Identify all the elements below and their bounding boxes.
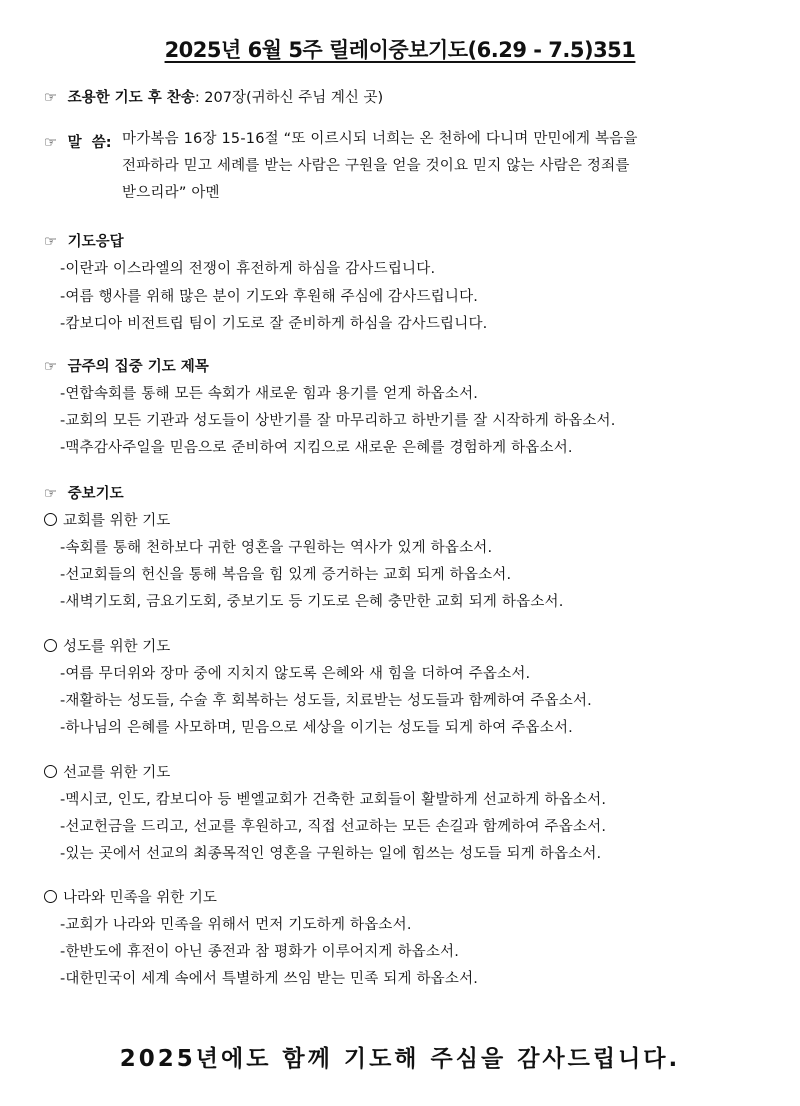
list-item: -재활하는 성도들, 수술 후 회복하는 성도들, 치료받는 성도들과 함께하여 주옵소서. — [60, 693, 592, 709]
hymn-label: 조용한 기도 후 찬송 — [67, 90, 195, 106]
hymn-value: : 207장(귀하신 주님 계신 곳) — [194, 90, 384, 106]
list-item: -여름 행사를 위해 많은 분이 기도와 후원해 주심에 감사드립니다. — [60, 289, 479, 305]
circle-bullet-icon — [44, 639, 57, 652]
list-item: -연합속회를 통해 모든 속회가 새로운 힘과 용기를 얻게 하옵소서. — [60, 386, 479, 402]
word-label: 말 씀 — [67, 135, 106, 151]
circle-bullet-icon — [44, 513, 57, 526]
scripture-text — [122, 126, 762, 207]
nation-prayer-heading: 나라와 민족을 위한 기도 — [44, 886, 217, 907]
answers-header — [44, 230, 124, 251]
list-item: -하나님의 은혜를 사모하며, 믿음으로 세상을 이기는 성도들 되게 하여 주옵소서. — [60, 720, 573, 736]
focus-title: 금주의 집중 기도 제목 — [67, 359, 209, 375]
saints-prayer-heading: 성도를 위한 기도 — [44, 635, 170, 656]
scripture-line: 마가복음 16장 15-16절 “또 이르시되 너희는 온 천하에 다니며 만민에게 복음을 — [122, 131, 638, 147]
intercession-title: 중보기도 — [67, 486, 124, 502]
list-item: -속회를 통해 천하보다 귀한 영혼을 구원하는 역사가 있게 하옵소서. — [60, 540, 493, 556]
list-item: -이란과 이스라엘의 전쟁이 휴전하게 하심을 감사드립니다. — [60, 261, 436, 277]
list-item: -한반도에 휴전이 아닌 종전과 참 평화가 이루어지게 하옵소서. — [60, 944, 460, 960]
scripture-line: 받으리라” 아멘 — [122, 185, 220, 201]
pointing-hand-icon: ☞ — [44, 135, 57, 151]
list-item: -맥추감사주일을 믿음으로 준비하여 지킴으로 새로운 은혜를 경험하게 하옵소서. — [60, 440, 573, 456]
circle-bullet-icon — [44, 890, 57, 903]
circle-bullet-icon — [44, 765, 57, 778]
list-item: -대한민국이 세계 속에서 특별하게 쓰임 받는 민족 되게 하옵소서. — [60, 971, 479, 987]
page-title: 2025년 6월 5주 릴레이중보기도(6.29 - 7.5)351 — [164, 38, 636, 62]
pointing-hand-icon: ☞ — [44, 234, 57, 250]
word-row: ☞ 말 씀: — [44, 135, 112, 151]
list-item: -멕시코, 인도, 캄보디아 등 벧엘교회가 건축한 교회들이 활발하게 선교하게 하옵소서. — [60, 792, 607, 808]
answers-title: 기도응답 — [67, 234, 124, 250]
list-item: -교회의 모든 기관과 성도들이 상반기를 잘 마무리하고 하반기를 잘 시작하게 하옵소서. — [60, 413, 616, 429]
list-item: -선교헌금을 드리고, 선교를 후원하고, 직접 선교하는 모든 손길과 함께하여 주옵소서. — [60, 819, 607, 835]
pointing-hand-icon: ☞ — [44, 486, 57, 502]
mission-prayer-heading: 선교를 위한 기도 — [44, 761, 170, 782]
intercession-header — [44, 482, 124, 503]
pointing-hand-icon: ☞ — [44, 359, 57, 375]
list-item: -있는 곳에서 선교의 최종목적인 영혼을 구원하는 일에 힘쓰는 성도들 되게 하옵소서. — [60, 846, 602, 862]
list-item: -새벽기도회, 금요기도회, 중보기도 등 기도로 은혜 충만한 교회 되게 하옵소서. — [60, 594, 564, 610]
scripture-line: 전파하라 믿고 세례를 받는 사람은 구원을 얻을 것이요 믿지 않는 사람은 정죄를 — [122, 158, 630, 174]
list-item: -여름 무더위와 장마 중에 지치지 않도록 은혜와 새 힘을 더하여 주옵소서. — [60, 666, 531, 682]
pointing-hand-icon: ☞ — [44, 90, 57, 106]
church-prayer-heading: 교회를 위한 기도 — [44, 509, 170, 530]
list-item: -선교회들의 헌신을 통해 복음을 힘 있게 증거하는 교회 되게 하옵소서. — [60, 567, 512, 583]
list-item: -교회가 나라와 민족을 위해서 먼저 기도하게 하옵소서. — [60, 917, 412, 933]
list-item: -캄보디아 비전트립 팀이 기도로 잘 준비하게 하심을 감사드립니다. — [60, 316, 488, 332]
focus-header — [44, 355, 209, 376]
closing-message: 2025년에도 함께 기도해 주심을 감사드립니다. — [119, 1046, 681, 1072]
hymn-row — [44, 86, 383, 107]
